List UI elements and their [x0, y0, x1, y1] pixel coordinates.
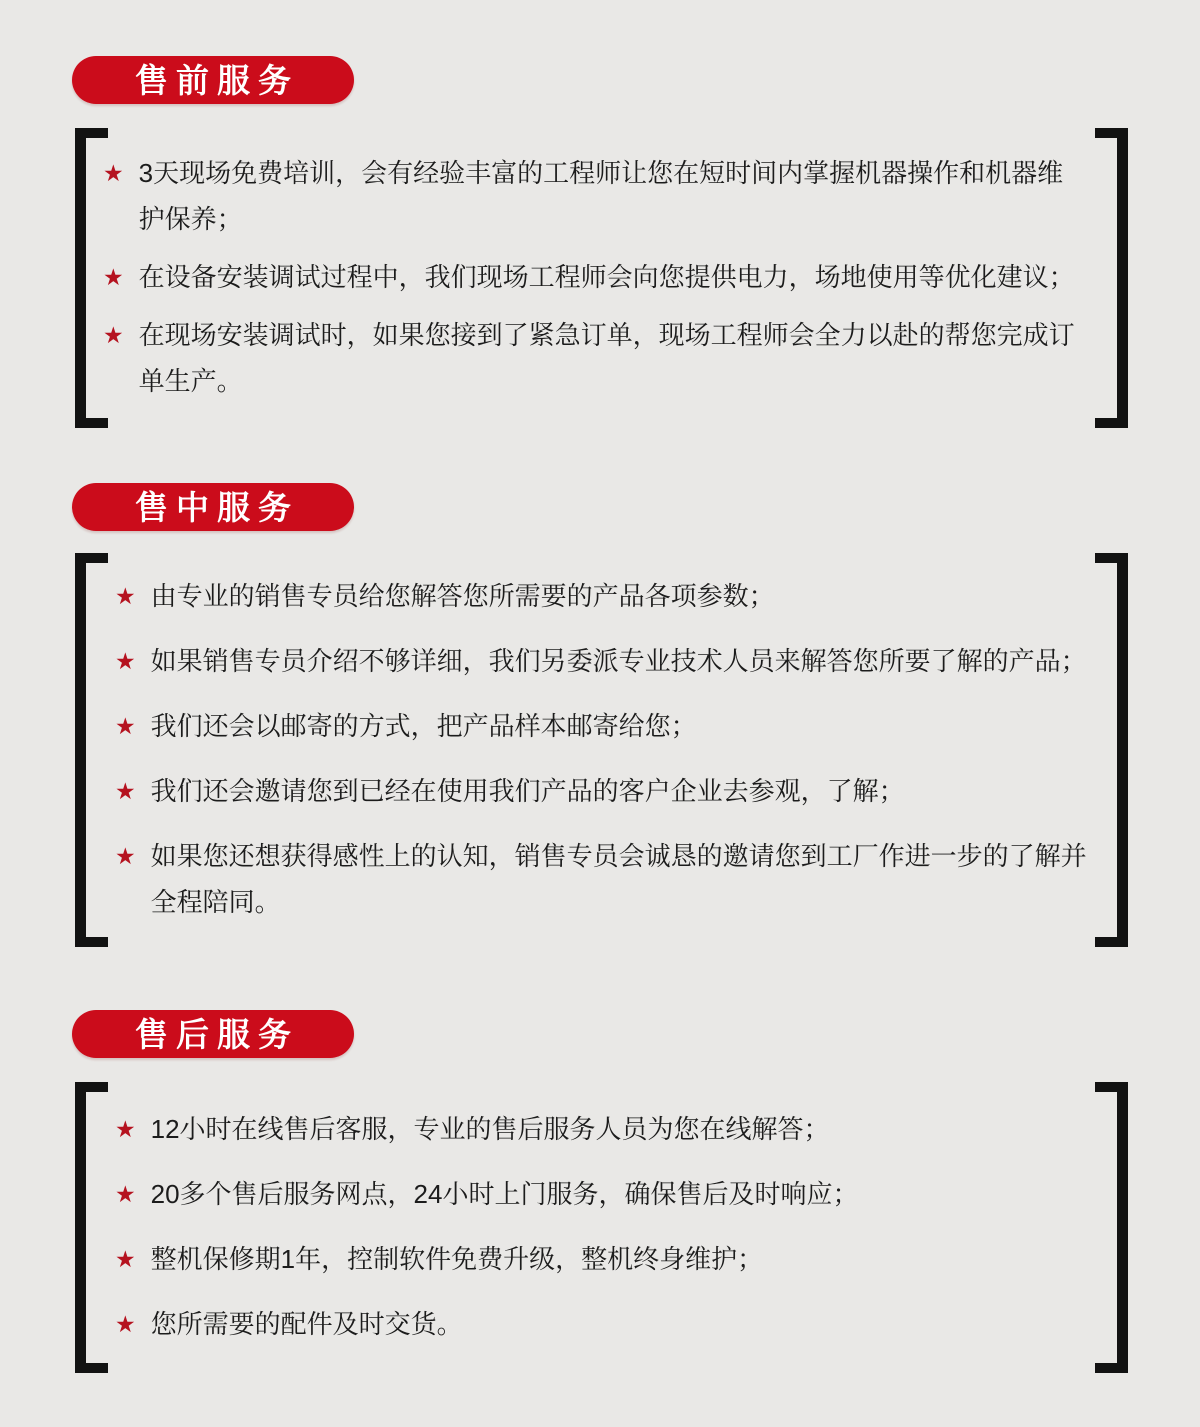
after-sale-title: 售后服务 [135, 1015, 299, 1053]
star-bullet-icon: ★ [103, 322, 124, 348]
after-sale-bracket-frame [75, 1082, 1128, 1373]
star-bullet-icon: ★ [115, 778, 136, 804]
list-item [115, 1106, 1098, 1152]
list-item [103, 150, 1098, 242]
list-item-text: 20多个售后服务网点，24小时上门服务，确保售后及时响应； [150, 1179, 859, 1209]
list-item [115, 833, 1098, 925]
star-bullet-icon: ★ [115, 843, 136, 869]
list-item [115, 573, 1098, 619]
section-pre-sale-service [0, 56, 1200, 428]
section-after-sale-service [0, 1010, 1200, 1373]
right-bracket-icon [1095, 1082, 1128, 1373]
list-item [115, 1171, 1098, 1217]
list-item-text: 12小时在线售后客服，专业的售后服务人员为您在线解答； [150, 1114, 830, 1144]
list-item [115, 768, 1098, 814]
list-item [103, 312, 1098, 404]
list-item [115, 1301, 1098, 1347]
star-bullet-icon: ★ [115, 1246, 136, 1272]
list-item [115, 638, 1098, 684]
left-bracket-icon [75, 553, 108, 947]
list-item-text: 我们还会邀请您到已经在使用我们产品的客户企业去参观，了解； [150, 776, 905, 806]
pre-sale-title: 售前服务 [135, 61, 299, 99]
in-sale-bracket-frame [75, 553, 1128, 947]
star-bullet-icon: ★ [115, 648, 136, 674]
list-item-text: 我们还会以邮寄的方式，把产品样本邮寄给您； [150, 711, 697, 741]
list-item [115, 703, 1098, 749]
list-item-text: 您所需要的配件及时交货。 [150, 1309, 463, 1339]
list-item-text: 在设备安装调试过程中，我们现场工程师会向您提供电力，场地使用等优化建议； [138, 262, 1075, 292]
pre-sale-bracket-frame [75, 128, 1128, 428]
list-item [103, 254, 1098, 300]
right-bracket-icon [1095, 553, 1128, 947]
pre-sale-service-list [103, 150, 1098, 404]
right-bracket-icon [1095, 128, 1128, 428]
section-in-sale-service [0, 483, 1200, 947]
left-bracket-icon [75, 1082, 108, 1373]
list-item [115, 1236, 1098, 1282]
list-item-text: 由专业的销售专员给您解答您所需要的产品各项参数； [150, 581, 775, 611]
list-item-text: 整机保修期1年，控制软件免费升级，整机终身维护； [150, 1244, 764, 1274]
star-bullet-icon: ★ [115, 1116, 136, 1142]
in-sale-service-list [115, 573, 1098, 925]
star-bullet-icon: ★ [103, 160, 124, 186]
star-bullet-icon: ★ [115, 583, 136, 609]
list-item-text: 3天现场免费培训，会有经验丰富的工程师让您在短时间内掌握机器操作和机器维护保养； [138, 158, 1064, 234]
after-sale-badge [72, 1010, 354, 1058]
after-sale-service-list [115, 1106, 1098, 1347]
list-item-text: 在现场安装调试时，如果您接到了紧急订单，现场工程师会全力以赴的帮您完成订单生产。 [138, 320, 1075, 396]
list-item-text: 如果销售专员介绍不够详细，我们另委派专业技术人员来解答您所要了解的产品； [150, 646, 1087, 676]
in-sale-title: 售中服务 [135, 488, 299, 526]
in-sale-badge [72, 483, 354, 531]
pre-sale-badge [72, 56, 354, 104]
star-bullet-icon: ★ [115, 1181, 136, 1207]
star-bullet-icon: ★ [115, 1311, 136, 1337]
star-bullet-icon: ★ [103, 264, 124, 290]
star-bullet-icon: ★ [115, 713, 136, 739]
list-item-text: 如果您还想获得感性上的认知，销售专员会诚恳的邀请您到工厂作进一步的了解并全程陪同。 [150, 841, 1087, 917]
